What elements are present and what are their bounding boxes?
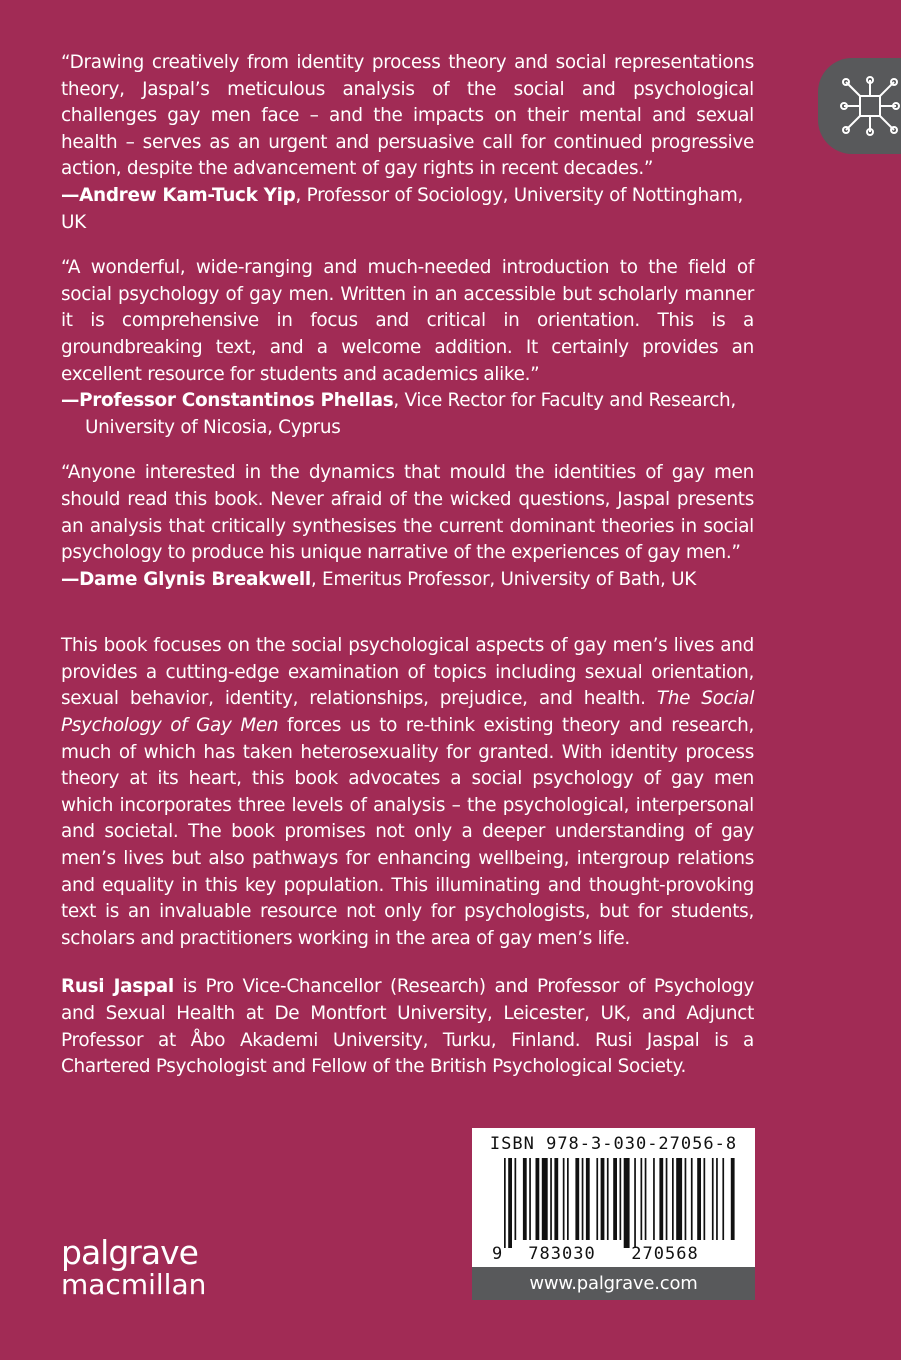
endorser-role: , Emeritus Professor, University of Bath, UK xyxy=(310,568,697,590)
barcode-bar xyxy=(620,1158,622,1240)
endorser-name: —Dame Glynis Breakwell xyxy=(61,568,311,590)
barcode-bar xyxy=(653,1158,655,1240)
endorser-role: , Professor of Sociology, University of Nottingham, UK xyxy=(61,184,744,233)
endorsement-attribution xyxy=(61,388,754,441)
endorsement-3 xyxy=(61,460,754,593)
endorsement-quote: “A wonderful, wide-ranging and much-needed introduction to the field of social psychology of gay men. Written in an accessible but scholarly manner it is comprehensive in focus and critical in orientation. This is a groundbreaking text, and a welcome addition. It certainly provides an excellent resource for students and academics alike.” xyxy=(61,257,754,385)
author-name: Rusi Jaspal xyxy=(61,976,174,998)
barcode-bar xyxy=(716,1158,718,1240)
barcode-bar xyxy=(554,1158,558,1240)
barcode-bar xyxy=(586,1158,590,1240)
barcode-bar xyxy=(536,1158,540,1240)
barcode-bar xyxy=(567,1158,569,1240)
endorsement-2 xyxy=(61,255,754,441)
endorsement-attribution xyxy=(61,567,754,594)
barcode-bar xyxy=(645,1158,647,1240)
barcode-bar xyxy=(685,1158,687,1240)
barcode-bar xyxy=(504,1158,506,1248)
barcode-bar xyxy=(672,1158,674,1240)
publisher-name-line1: palgrave xyxy=(61,1233,198,1272)
barcode-bar xyxy=(697,1158,701,1240)
barcode-bar xyxy=(575,1158,579,1240)
book-description: This book focuses on the social psychological aspects of gay men’s lives and provides a cutting-edge examination of topics including sexual orientation, sexual behavior, identity, relationships, prejudice, and health. The Social Psychology of Gay Men forces us to re-think existing theory and research, much of which has taken heterosexuality for granted. With identity process theory at its heart, this book advocates a social psychology of gay men which incorporates three levels of analysis – the psychological, interpersonal and societal. The book promises not only a deeper understanding of gay men’s lives but also pathways for enhancing wellbeing, intergroup relations and equality in this key population. This illuminating and thought-provoking text is an invaluable resource not only for psychologists, but for students, scholars and practitioners working in the area of gay men’s life. xyxy=(61,635,754,949)
endorsement-quote: “Anyone interested in the dynamics that mould the identities of gay men should read this book. Never afraid of the wicked questions, Jaspal presents an analysis that critically synthesises the current dominant theories in social psychology to produce his unique narrative of the experiences of gay men.” xyxy=(61,462,754,564)
barcode xyxy=(472,1128,755,1267)
barcode-bar xyxy=(596,1158,598,1240)
cover-text xyxy=(61,50,754,1099)
barcode-digits-right: 270568 xyxy=(631,1244,699,1264)
barcode-bar xyxy=(624,1158,630,1248)
barcode-bar xyxy=(563,1158,565,1240)
barcode-digits-left: 783030 xyxy=(528,1244,596,1264)
barcode-bar xyxy=(659,1158,663,1240)
book-title: The Social Psychology of Gay Men xyxy=(61,688,754,737)
palgrave-star-logo-icon xyxy=(840,76,900,136)
barcode-bar xyxy=(712,1158,714,1240)
barcode-bar xyxy=(523,1158,527,1240)
barcode-bar xyxy=(641,1158,643,1240)
barcode-bar xyxy=(529,1158,531,1240)
barcode-bar xyxy=(634,1158,636,1248)
barcode-bar xyxy=(676,1158,682,1240)
publisher-logo-tab xyxy=(818,58,901,154)
endorsement-attribution xyxy=(61,183,754,236)
barcode-bar xyxy=(722,1158,724,1240)
barcode-bar xyxy=(550,1158,552,1240)
barcode-digit-first: 9 xyxy=(492,1244,503,1264)
barcode-panel xyxy=(472,1128,755,1300)
author-bio: Rusi Jaspal is Pro Vice-Chancellor (Research) and Professor of Psychology and Sexual Health at De Montfort University, Leicester, UK, and Adjunct Professor at Åbo Akademi University, Turku, Finland. Rusi Jaspal is a Chartered Psychologist and Fellow of the British Psychological Society. xyxy=(61,976,755,1078)
publisher-name-line2: macmillan xyxy=(61,1268,207,1301)
barcode-bar xyxy=(691,1158,693,1240)
barcode-bar xyxy=(704,1158,706,1240)
isbn-label: ISBN 978-3-030-27056-8 xyxy=(489,1134,738,1154)
endorser-name: —Andrew Kam-Tuck Yip xyxy=(61,184,296,206)
publisher-wordmark xyxy=(61,1233,207,1301)
barcode-bar xyxy=(515,1158,517,1240)
barcode-bar xyxy=(582,1158,584,1240)
endorsement-1 xyxy=(61,50,754,236)
publisher-url: www.palgrave.com xyxy=(472,1267,755,1300)
endorser-role-continued: University of Nicosia, Cyprus xyxy=(85,416,341,438)
barcode-bar xyxy=(666,1158,668,1240)
barcode-bar xyxy=(601,1158,605,1240)
barcode-bar xyxy=(508,1158,512,1248)
barcode-bar xyxy=(731,1158,735,1240)
endorsement-quote: “Drawing creatively from identity process theory and social representations theory, Jaspal’s meticulous analysis of the social and psychological challenges gay men face – and the impacts on their mental and sexual health – serves as an urgent and persuasive call for continued progressive action, despite the advancement of gay rights in recent decades.” xyxy=(61,52,754,180)
barcode-bar xyxy=(607,1158,609,1240)
endorser-name: —Professor Constantinos Phellas xyxy=(61,390,394,412)
barcode-bar xyxy=(613,1158,617,1240)
barcode-bar xyxy=(542,1158,548,1240)
endorser-role: , Vice Rector for Faculty and Research, xyxy=(393,390,736,412)
